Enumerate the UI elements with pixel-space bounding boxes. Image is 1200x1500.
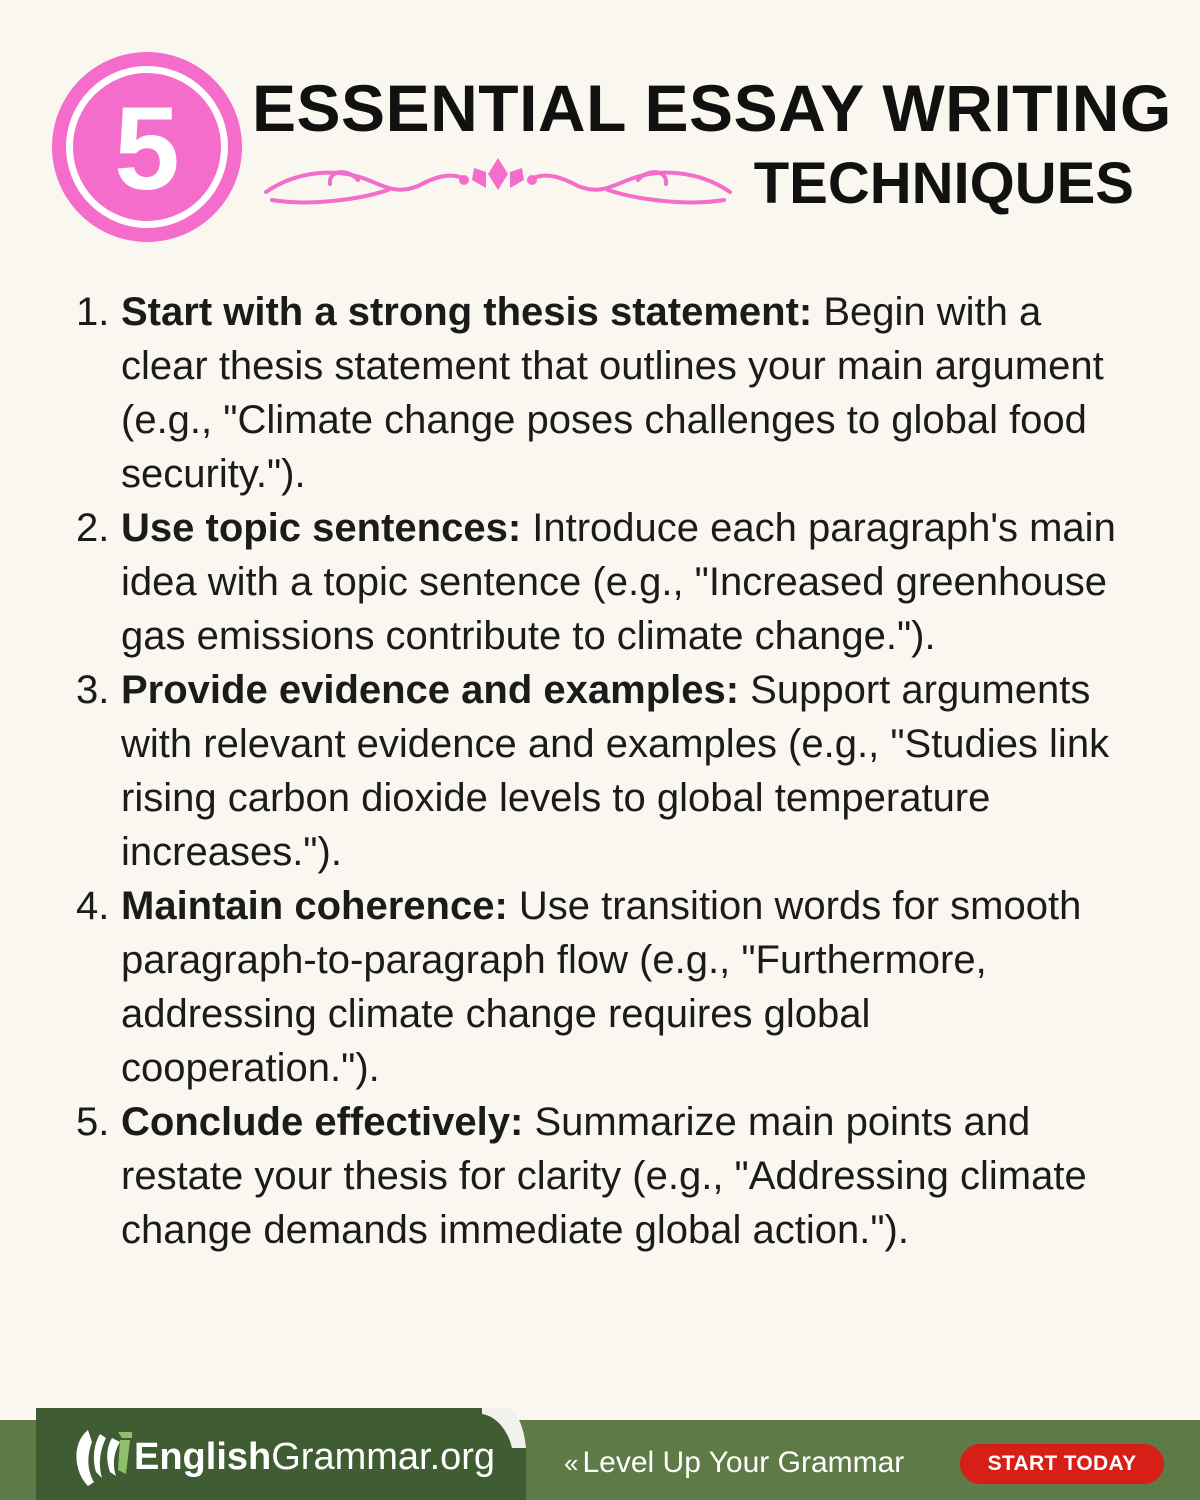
list-item [76, 501, 1116, 663]
tip-number: 3. [76, 668, 110, 712]
logo-bold-text: English [134, 1436, 272, 1478]
start-today-button[interactable]: START TODAY [960, 1444, 1164, 1484]
double-chevron-left-icon: « [564, 1448, 579, 1478]
logo-regular-text: Grammar.org [271, 1436, 496, 1478]
tip-text: Support arguments with relevant evidence and examples (e.g., "Studies link rising carbon dioxide levels to global temperature increases."). [121, 668, 1110, 874]
number-badge [52, 52, 242, 242]
badge-ring [66, 66, 228, 228]
tip-text: Begin with a clear thesis statement that outlines your main argument (e.g., "Climate change poses challenges to global food security."). [121, 290, 1104, 496]
tip-heading: Maintain coherence: [121, 884, 508, 928]
tip-text: Introduce each paragraph's main idea with a topic sentence (e.g., "Increased greenhouse gas emissions contribute to climate change."). [121, 506, 1116, 658]
tip-number: 5. [76, 1100, 110, 1144]
tagline [564, 1446, 904, 1480]
tip-number: 2. [76, 506, 110, 550]
tip-body [121, 1095, 1116, 1257]
tip-body [121, 501, 1116, 663]
brand-logo-text[interactable] [134, 1436, 495, 1479]
tip-heading: Conclude effectively: [121, 1100, 524, 1144]
tip-text: Use transition words for smooth paragraph-to-paragraph flow (e.g., "Furthermore, addressing climate change requires global cooperation."). [121, 884, 1082, 1090]
tip-heading: Use topic sentences: [121, 506, 522, 550]
tip-body [121, 663, 1116, 879]
tagline-text: Level Up Your Grammar [582, 1446, 905, 1479]
page-subtitle: TECHNIQUES [753, 151, 1134, 216]
list-item [76, 879, 1116, 1095]
tip-number: 4. [76, 884, 110, 928]
list-item [76, 285, 1116, 501]
list-item [76, 1095, 1116, 1257]
page-title: ESSENTIAL ESSAY WRITING [252, 71, 1172, 145]
tip-body [121, 285, 1116, 501]
tip-body [121, 879, 1116, 1095]
book-logo-icon [66, 1424, 134, 1488]
tip-number: 1. [76, 290, 110, 334]
tip-text: Summarize main points and restate your thesis for clarity (e.g., "Addressing climate change demands immediate global action."). [121, 1100, 1087, 1252]
badge-number: 5 [114, 83, 180, 215]
tip-heading: Start with a strong thesis statement: [121, 290, 813, 334]
list-item [76, 663, 1116, 879]
tips-list [76, 285, 1116, 1257]
tip-heading: Provide evidence and examples: [121, 668, 740, 712]
flourish-ornament [258, 150, 738, 220]
